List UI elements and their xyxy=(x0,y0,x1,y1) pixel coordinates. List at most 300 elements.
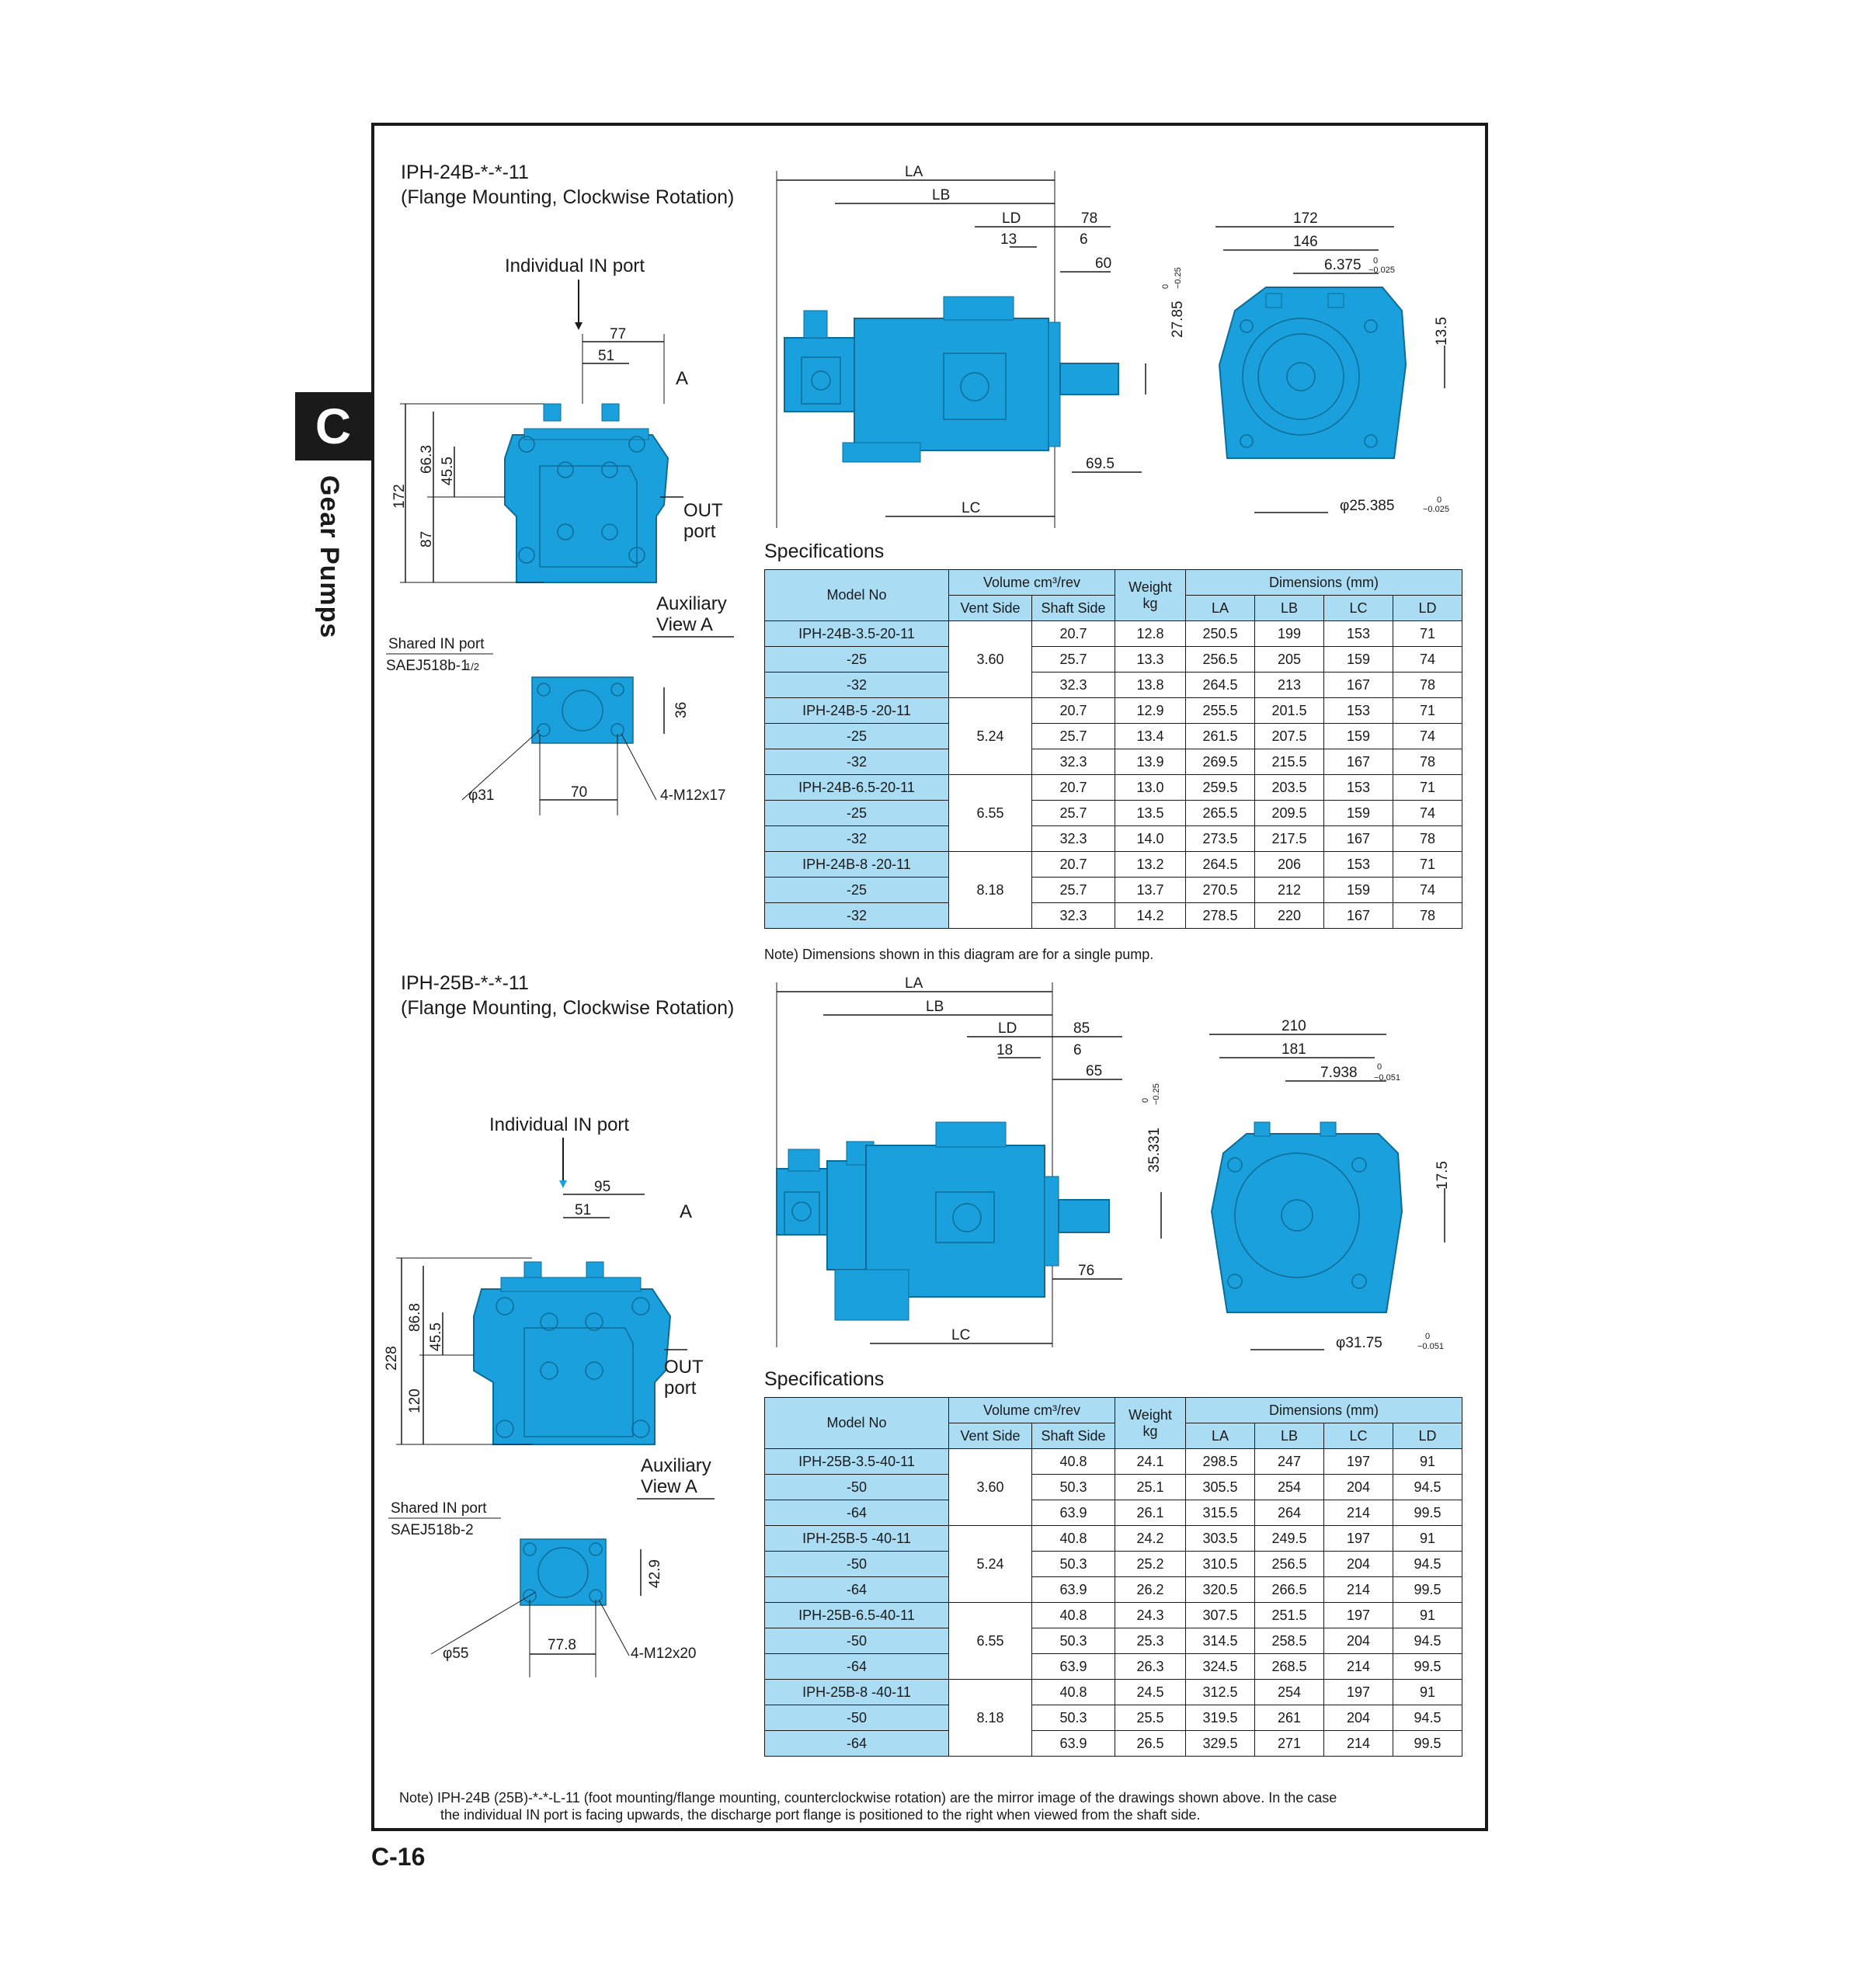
table-row xyxy=(765,1731,1462,1757)
table-row xyxy=(765,1449,1462,1475)
cell-lc: 159 xyxy=(1324,801,1393,826)
cell-lc: 214 xyxy=(1324,1577,1393,1603)
cell-la: 315.5 xyxy=(1186,1500,1255,1526)
svg-text:77.8: 77.8 xyxy=(548,1637,576,1653)
cell-ld: 78 xyxy=(1393,749,1462,775)
th-la: LA xyxy=(1186,596,1255,621)
th-shaft: Shaft Side xyxy=(1032,596,1115,621)
svg-text:95: 95 xyxy=(594,1179,611,1195)
svg-text:−0.025: −0.025 xyxy=(1423,505,1449,514)
cell-la: 256.5 xyxy=(1186,647,1255,673)
table-row xyxy=(765,1705,1462,1731)
cell-weight: 26.3 xyxy=(1115,1654,1186,1680)
cell-la: 264.5 xyxy=(1186,673,1255,698)
th-dims: Dimensions (mm) xyxy=(1186,1398,1462,1423)
cell-vent: 3.60 xyxy=(949,621,1032,698)
cell-weight: 24.1 xyxy=(1115,1449,1186,1475)
cell-model: IPH-25B-3.5-40-11 xyxy=(765,1449,949,1475)
svg-text:Auxiliary: Auxiliary xyxy=(641,1455,711,1476)
cell-lb: 199 xyxy=(1255,621,1324,647)
cell-ld: 99.5 xyxy=(1393,1577,1462,1603)
th-volume: Volume cm³/rev xyxy=(949,570,1115,596)
cell-shaft: 50.3 xyxy=(1032,1552,1115,1577)
svg-text:78: 78 xyxy=(1081,210,1098,227)
cell-weight: 13.0 xyxy=(1115,775,1186,801)
svg-text:86.8: 86.8 xyxy=(407,1303,423,1332)
cell-model: -32 xyxy=(765,826,949,852)
cell-shaft: 20.7 xyxy=(1032,698,1115,724)
svg-text:45.5: 45.5 xyxy=(440,457,456,485)
svg-text:LD: LD xyxy=(998,1020,1017,1037)
svg-text:45.5: 45.5 xyxy=(428,1322,444,1351)
svg-text:146: 146 xyxy=(1293,234,1318,250)
s1-individual-in-label: Individual IN port xyxy=(505,255,645,276)
cell-lc: 167 xyxy=(1324,673,1393,698)
cell-ld: 99.5 xyxy=(1393,1654,1462,1680)
cell-lc: 197 xyxy=(1324,1526,1393,1552)
svg-text:76: 76 xyxy=(1078,1263,1095,1279)
table-row xyxy=(765,673,1462,698)
section2-front-view xyxy=(377,1103,749,1475)
svg-text:18: 18 xyxy=(996,1042,1014,1058)
th-lb: LB xyxy=(1255,1423,1324,1449)
footer-note-line1: Note) IPH-24B (25B)-*-*-L-11 (foot mounting/flange mounting, counterclockwise rotation) are the mirror image of the drawings shown above. In the case xyxy=(399,1790,1337,1806)
cell-weight: 25.1 xyxy=(1115,1475,1186,1500)
cell-lb: 213 xyxy=(1255,673,1324,698)
svg-text:66.3: 66.3 xyxy=(419,445,435,474)
cell-weight: 13.5 xyxy=(1115,801,1186,826)
cell-shaft: 50.3 xyxy=(1032,1475,1115,1500)
cell-ld: 78 xyxy=(1393,673,1462,698)
cell-lc: 204 xyxy=(1324,1552,1393,1577)
cell-lc: 214 xyxy=(1324,1731,1393,1757)
section1-title-block xyxy=(401,160,734,210)
cell-lb: 201.5 xyxy=(1255,698,1324,724)
cell-lb: 264 xyxy=(1255,1500,1324,1526)
table-row xyxy=(765,852,1462,878)
footer-note-line2: the individual IN port is facing upwards, the discharge port flange is positioned to the right when viewed from the shaft side. xyxy=(440,1807,1201,1823)
cell-vent: 6.55 xyxy=(949,1603,1032,1680)
section2-title: IPH-25B-*-*-11 xyxy=(401,972,529,994)
cell-ld: 74 xyxy=(1393,801,1462,826)
cell-lb: 271 xyxy=(1255,1731,1324,1757)
cell-shaft: 63.9 xyxy=(1032,1654,1115,1680)
th-model: Model No xyxy=(765,1398,949,1449)
section1-title: IPH-24B-*-*-11 xyxy=(401,162,529,183)
svg-text:Shared IN port: Shared IN port xyxy=(391,1500,487,1517)
section2-spec-table xyxy=(764,1397,1462,1757)
cell-lc: 153 xyxy=(1324,698,1393,724)
cell-lb: 220 xyxy=(1255,903,1324,929)
svg-text:13.5: 13.5 xyxy=(1434,317,1450,346)
cell-la: 329.5 xyxy=(1186,1731,1255,1757)
svg-text:4-M12x17: 4-M12x17 xyxy=(660,787,726,804)
cell-ld: 99.5 xyxy=(1393,1500,1462,1526)
cell-model: -32 xyxy=(765,673,949,698)
cell-weight: 24.3 xyxy=(1115,1603,1186,1628)
cell-ld: 74 xyxy=(1393,878,1462,903)
cell-lb: 268.5 xyxy=(1255,1654,1324,1680)
cell-ld: 91 xyxy=(1393,1449,1462,1475)
cell-lb: 266.5 xyxy=(1255,1577,1324,1603)
svg-text:172: 172 xyxy=(1293,210,1318,227)
section1-aux-view xyxy=(384,590,749,815)
svg-text:87: 87 xyxy=(419,530,435,547)
cell-la: 305.5 xyxy=(1186,1475,1255,1500)
cell-model: -50 xyxy=(765,1705,949,1731)
cell-model: -50 xyxy=(765,1552,949,1577)
cell-lb: 254 xyxy=(1255,1680,1324,1705)
cell-shaft: 25.7 xyxy=(1032,801,1115,826)
svg-text:51: 51 xyxy=(575,1202,592,1218)
cell-shaft: 50.3 xyxy=(1032,1628,1115,1654)
cell-lc: 153 xyxy=(1324,775,1393,801)
cell-lb: 251.5 xyxy=(1255,1603,1324,1628)
cell-model: IPH-25B-5 -40-11 xyxy=(765,1526,949,1552)
cell-weight: 26.5 xyxy=(1115,1731,1186,1757)
cell-la: 269.5 xyxy=(1186,749,1255,775)
cell-vent: 5.24 xyxy=(949,698,1032,775)
svg-text:SAEJ518b-1: SAEJ518b-1 xyxy=(386,658,469,674)
table-row xyxy=(765,1603,1462,1628)
svg-text:27.85: 27.85 xyxy=(1170,301,1186,338)
cell-lb: 256.5 xyxy=(1255,1552,1324,1577)
svg-text:φ55: φ55 xyxy=(443,1646,469,1662)
th-lc: LC xyxy=(1324,596,1393,621)
th-la: LA xyxy=(1186,1423,1255,1449)
svg-text:65: 65 xyxy=(1086,1063,1103,1079)
cell-la: 298.5 xyxy=(1186,1449,1255,1475)
svg-text:70: 70 xyxy=(571,784,588,801)
svg-text:φ31.75: φ31.75 xyxy=(1336,1335,1382,1351)
table-row xyxy=(765,1475,1462,1500)
cell-la: 303.5 xyxy=(1186,1526,1255,1552)
section1-note: Note) Dimensions shown in this diagram are for a single pump. xyxy=(764,947,1154,962)
cell-vent: 8.18 xyxy=(949,852,1032,929)
cell-shaft: 32.3 xyxy=(1032,826,1115,852)
th-shaft: Shaft Side xyxy=(1032,1423,1115,1449)
svg-text:View A: View A xyxy=(641,1476,697,1497)
section2-side-view xyxy=(761,975,1196,1355)
svg-text:SAEJ518b-2: SAEJ518b-2 xyxy=(391,1522,474,1538)
cell-model: IPH-25B-8 -40-11 xyxy=(765,1680,949,1705)
cell-ld: 78 xyxy=(1393,826,1462,852)
svg-text:0: 0 xyxy=(1141,1097,1150,1103)
svg-text:35.331: 35.331 xyxy=(1146,1127,1163,1173)
cell-weight: 13.3 xyxy=(1115,647,1186,673)
cell-shaft: 40.8 xyxy=(1032,1603,1115,1628)
cell-ld: 71 xyxy=(1393,621,1462,647)
cell-vent: 3.60 xyxy=(949,1449,1032,1526)
table-row xyxy=(765,1577,1462,1603)
cell-lc: 214 xyxy=(1324,1654,1393,1680)
cell-model: -25 xyxy=(765,647,949,673)
svg-text:85: 85 xyxy=(1073,1020,1090,1037)
cell-shaft: 63.9 xyxy=(1032,1577,1115,1603)
cell-lb: 206 xyxy=(1255,852,1324,878)
cell-lb: 205 xyxy=(1255,647,1324,673)
cell-weight: 25.5 xyxy=(1115,1705,1186,1731)
svg-text:13: 13 xyxy=(1000,231,1017,248)
cell-ld: 71 xyxy=(1393,852,1462,878)
svg-text:51: 51 xyxy=(598,348,615,364)
cell-la: 255.5 xyxy=(1186,698,1255,724)
cell-weight: 14.2 xyxy=(1115,903,1186,929)
svg-text:60: 60 xyxy=(1095,255,1112,272)
cell-weight: 26.1 xyxy=(1115,1500,1186,1526)
cell-weight: 12.9 xyxy=(1115,698,1186,724)
cell-la: 265.5 xyxy=(1186,801,1255,826)
th-lc: LC xyxy=(1324,1423,1393,1449)
cell-model: -50 xyxy=(765,1628,949,1654)
svg-text:View A: View A xyxy=(656,614,713,635)
svg-text:228: 228 xyxy=(384,1346,400,1371)
table-row xyxy=(765,1526,1462,1552)
svg-text:−0.25: −0.25 xyxy=(1174,267,1183,289)
cell-lb: 215.5 xyxy=(1255,749,1324,775)
cell-lc: 159 xyxy=(1324,647,1393,673)
cell-ld: 71 xyxy=(1393,698,1462,724)
cell-lc: 197 xyxy=(1324,1603,1393,1628)
section1-subtitle: (Flange Mounting, Clockwise Rotation) xyxy=(401,186,735,208)
cell-model: IPH-24B-3.5-20-11 xyxy=(765,621,949,647)
section2-spec-title: Specifications xyxy=(764,1368,885,1390)
cell-weight: 24.2 xyxy=(1115,1526,1186,1552)
cell-lc: 159 xyxy=(1324,878,1393,903)
cell-ld: 91 xyxy=(1393,1680,1462,1705)
cell-shaft: 32.3 xyxy=(1032,903,1115,929)
cell-weight: 12.8 xyxy=(1115,621,1186,647)
th-weight: Weight kg xyxy=(1115,1398,1186,1449)
cell-lc: 167 xyxy=(1324,826,1393,852)
cell-weight: 13.8 xyxy=(1115,673,1186,698)
cell-la: 250.5 xyxy=(1186,621,1255,647)
svg-text:OUT: OUT xyxy=(664,1357,704,1378)
svg-text:181: 181 xyxy=(1282,1041,1306,1058)
cell-ld: 94.5 xyxy=(1393,1475,1462,1500)
th-dims: Dimensions (mm) xyxy=(1186,570,1462,596)
table-row xyxy=(765,1654,1462,1680)
svg-text:4-M12x20: 4-M12x20 xyxy=(631,1646,697,1662)
cell-weight: 25.3 xyxy=(1115,1628,1186,1654)
cell-lc: 204 xyxy=(1324,1475,1393,1500)
cell-shaft: 20.7 xyxy=(1032,852,1115,878)
cell-la: 310.5 xyxy=(1186,1552,1255,1577)
cell-model: -32 xyxy=(765,749,949,775)
cell-model: -64 xyxy=(765,1654,949,1680)
svg-text:Shared IN port: Shared IN port xyxy=(388,636,485,652)
svg-text:OUT: OUT xyxy=(683,500,723,521)
table-row xyxy=(765,826,1462,852)
svg-text:7.938: 7.938 xyxy=(1320,1065,1358,1081)
cell-lc: 167 xyxy=(1324,749,1393,775)
svg-text:LC: LC xyxy=(951,1327,971,1343)
cell-lc: 214 xyxy=(1324,1500,1393,1526)
svg-text:−0.051: −0.051 xyxy=(1417,1342,1444,1351)
cell-la: 314.5 xyxy=(1186,1628,1255,1654)
th-vent: Vent Side xyxy=(949,1423,1032,1449)
cell-ld: 78 xyxy=(1393,903,1462,929)
cell-shaft: 25.7 xyxy=(1032,878,1115,903)
table-row xyxy=(765,647,1462,673)
cell-weight: 13.2 xyxy=(1115,852,1186,878)
section2-aux-view xyxy=(384,1452,749,1677)
cell-ld: 71 xyxy=(1393,775,1462,801)
cell-shaft: 63.9 xyxy=(1032,1500,1115,1526)
th-volume: Volume cm³/rev xyxy=(949,1398,1115,1423)
svg-text:0: 0 xyxy=(1377,1062,1382,1072)
cell-lb: 209.5 xyxy=(1255,801,1324,826)
svg-text:LD: LD xyxy=(1002,210,1021,227)
svg-text:0: 0 xyxy=(1373,256,1379,266)
cell-model: -25 xyxy=(765,878,949,903)
svg-text:77: 77 xyxy=(610,326,627,342)
svg-text:6: 6 xyxy=(1080,231,1088,248)
svg-text:φ25.385: φ25.385 xyxy=(1340,498,1395,514)
section1-spec-title: Specifications xyxy=(764,540,885,562)
section2-title-block xyxy=(401,971,734,1020)
cell-lc: 197 xyxy=(1324,1449,1393,1475)
cell-model: -64 xyxy=(765,1500,949,1526)
cell-shaft: 32.3 xyxy=(1032,749,1115,775)
cell-shaft: 40.8 xyxy=(1032,1449,1115,1475)
cell-weight: 13.7 xyxy=(1115,878,1186,903)
table-row xyxy=(765,1628,1462,1654)
cell-weight: 24.5 xyxy=(1115,1680,1186,1705)
cell-shaft: 25.7 xyxy=(1032,647,1115,673)
cell-weight: 13.4 xyxy=(1115,724,1186,749)
table-row xyxy=(765,903,1462,929)
th-weight: Weight kg xyxy=(1115,570,1186,621)
cell-la: 278.5 xyxy=(1186,903,1255,929)
svg-text:−0.25: −0.25 xyxy=(1152,1083,1161,1105)
table-row xyxy=(765,878,1462,903)
chapter-label: Gear Pumps xyxy=(315,475,344,639)
footer-note xyxy=(399,1789,1337,1823)
cell-model: -25 xyxy=(765,724,949,749)
svg-text:A: A xyxy=(680,1201,693,1222)
section1-spec-table xyxy=(764,569,1462,929)
cell-la: 259.5 xyxy=(1186,775,1255,801)
cell-vent: 5.24 xyxy=(949,1526,1032,1603)
cell-vent: 6.55 xyxy=(949,775,1032,852)
table-row xyxy=(765,749,1462,775)
svg-text:LB: LB xyxy=(932,187,951,203)
table-row xyxy=(765,724,1462,749)
cell-model: IPH-24B-6.5-20-11 xyxy=(765,775,949,801)
svg-text:port: port xyxy=(664,1378,697,1399)
cell-lb: 217.5 xyxy=(1255,826,1324,852)
cell-lc: 197 xyxy=(1324,1680,1393,1705)
cell-lb: 258.5 xyxy=(1255,1628,1324,1654)
section1-end-view xyxy=(1204,210,1472,520)
svg-text:42.9: 42.9 xyxy=(647,1559,663,1588)
th-lb: LB xyxy=(1255,596,1324,621)
cell-lb: 247 xyxy=(1255,1449,1324,1475)
svg-text:LC: LC xyxy=(962,500,981,516)
cell-ld: 94.5 xyxy=(1393,1628,1462,1654)
cell-model: IPH-25B-6.5-40-11 xyxy=(765,1603,949,1628)
svg-text:port: port xyxy=(683,521,716,542)
cell-lb: 203.5 xyxy=(1255,775,1324,801)
svg-text:Individual IN port: Individual IN port xyxy=(489,1114,630,1135)
th-ld: LD xyxy=(1393,1423,1462,1449)
section2-subtitle: (Flange Mounting, Clockwise Rotation) xyxy=(401,997,735,1019)
cell-la: 320.5 xyxy=(1186,1577,1255,1603)
cell-shaft: 40.8 xyxy=(1032,1526,1115,1552)
section2-end-view xyxy=(1200,1017,1472,1359)
cell-shaft: 25.7 xyxy=(1032,724,1115,749)
svg-text:Auxiliary: Auxiliary xyxy=(656,593,727,614)
cell-shaft: 32.3 xyxy=(1032,673,1115,698)
cell-model: -25 xyxy=(765,801,949,826)
section1-side-view xyxy=(761,163,1196,528)
cell-lc: 167 xyxy=(1324,903,1393,929)
cell-lc: 153 xyxy=(1324,852,1393,878)
cell-shaft: 20.7 xyxy=(1032,621,1115,647)
svg-text:LA: LA xyxy=(905,164,923,180)
table-row xyxy=(765,698,1462,724)
cell-ld: 74 xyxy=(1393,724,1462,749)
cell-shaft: 50.3 xyxy=(1032,1705,1115,1731)
cell-lb: 212 xyxy=(1255,878,1324,903)
cell-model: IPH-24B-8 -20-11 xyxy=(765,852,949,878)
svg-text:0: 0 xyxy=(1425,1332,1431,1341)
cell-model: IPH-24B-5 -20-11 xyxy=(765,698,949,724)
cell-la: 264.5 xyxy=(1186,852,1255,878)
svg-text:0: 0 xyxy=(1437,495,1442,505)
svg-text:A: A xyxy=(676,368,689,389)
cell-ld: 99.5 xyxy=(1393,1731,1462,1757)
cell-lc: 153 xyxy=(1324,621,1393,647)
cell-vent: 8.18 xyxy=(949,1680,1032,1757)
svg-text:6.375: 6.375 xyxy=(1324,257,1361,273)
cell-la: 312.5 xyxy=(1186,1680,1255,1705)
cell-weight: 26.2 xyxy=(1115,1577,1186,1603)
cell-la: 324.5 xyxy=(1186,1654,1255,1680)
svg-text:172: 172 xyxy=(391,484,408,509)
svg-text:−0.025: −0.025 xyxy=(1368,266,1395,275)
cell-la: 319.5 xyxy=(1186,1705,1255,1731)
cell-la: 261.5 xyxy=(1186,724,1255,749)
table-row xyxy=(765,775,1462,801)
cell-ld: 94.5 xyxy=(1393,1705,1462,1731)
cell-lb: 207.5 xyxy=(1255,724,1324,749)
cell-lb: 249.5 xyxy=(1255,1526,1324,1552)
cell-la: 270.5 xyxy=(1186,878,1255,903)
svg-text:210: 210 xyxy=(1282,1018,1306,1034)
cell-shaft: 63.9 xyxy=(1032,1731,1115,1757)
th-model: Model No xyxy=(765,570,949,621)
cell-model: -50 xyxy=(765,1475,949,1500)
cell-model: -64 xyxy=(765,1731,949,1757)
cell-weight: 13.9 xyxy=(1115,749,1186,775)
cell-ld: 91 xyxy=(1393,1526,1462,1552)
th-ld: LD xyxy=(1393,596,1462,621)
table-row xyxy=(765,1680,1462,1705)
svg-text:0: 0 xyxy=(1161,283,1170,289)
cell-ld: 91 xyxy=(1393,1603,1462,1628)
cell-la: 307.5 xyxy=(1186,1603,1255,1628)
cell-lb: 254 xyxy=(1255,1475,1324,1500)
table-row xyxy=(765,621,1462,647)
cell-ld: 74 xyxy=(1393,647,1462,673)
svg-text:1/2: 1/2 xyxy=(465,661,480,673)
table-row xyxy=(765,801,1462,826)
table-row xyxy=(765,1500,1462,1526)
table-row xyxy=(765,1552,1462,1577)
cell-la: 273.5 xyxy=(1186,826,1255,852)
